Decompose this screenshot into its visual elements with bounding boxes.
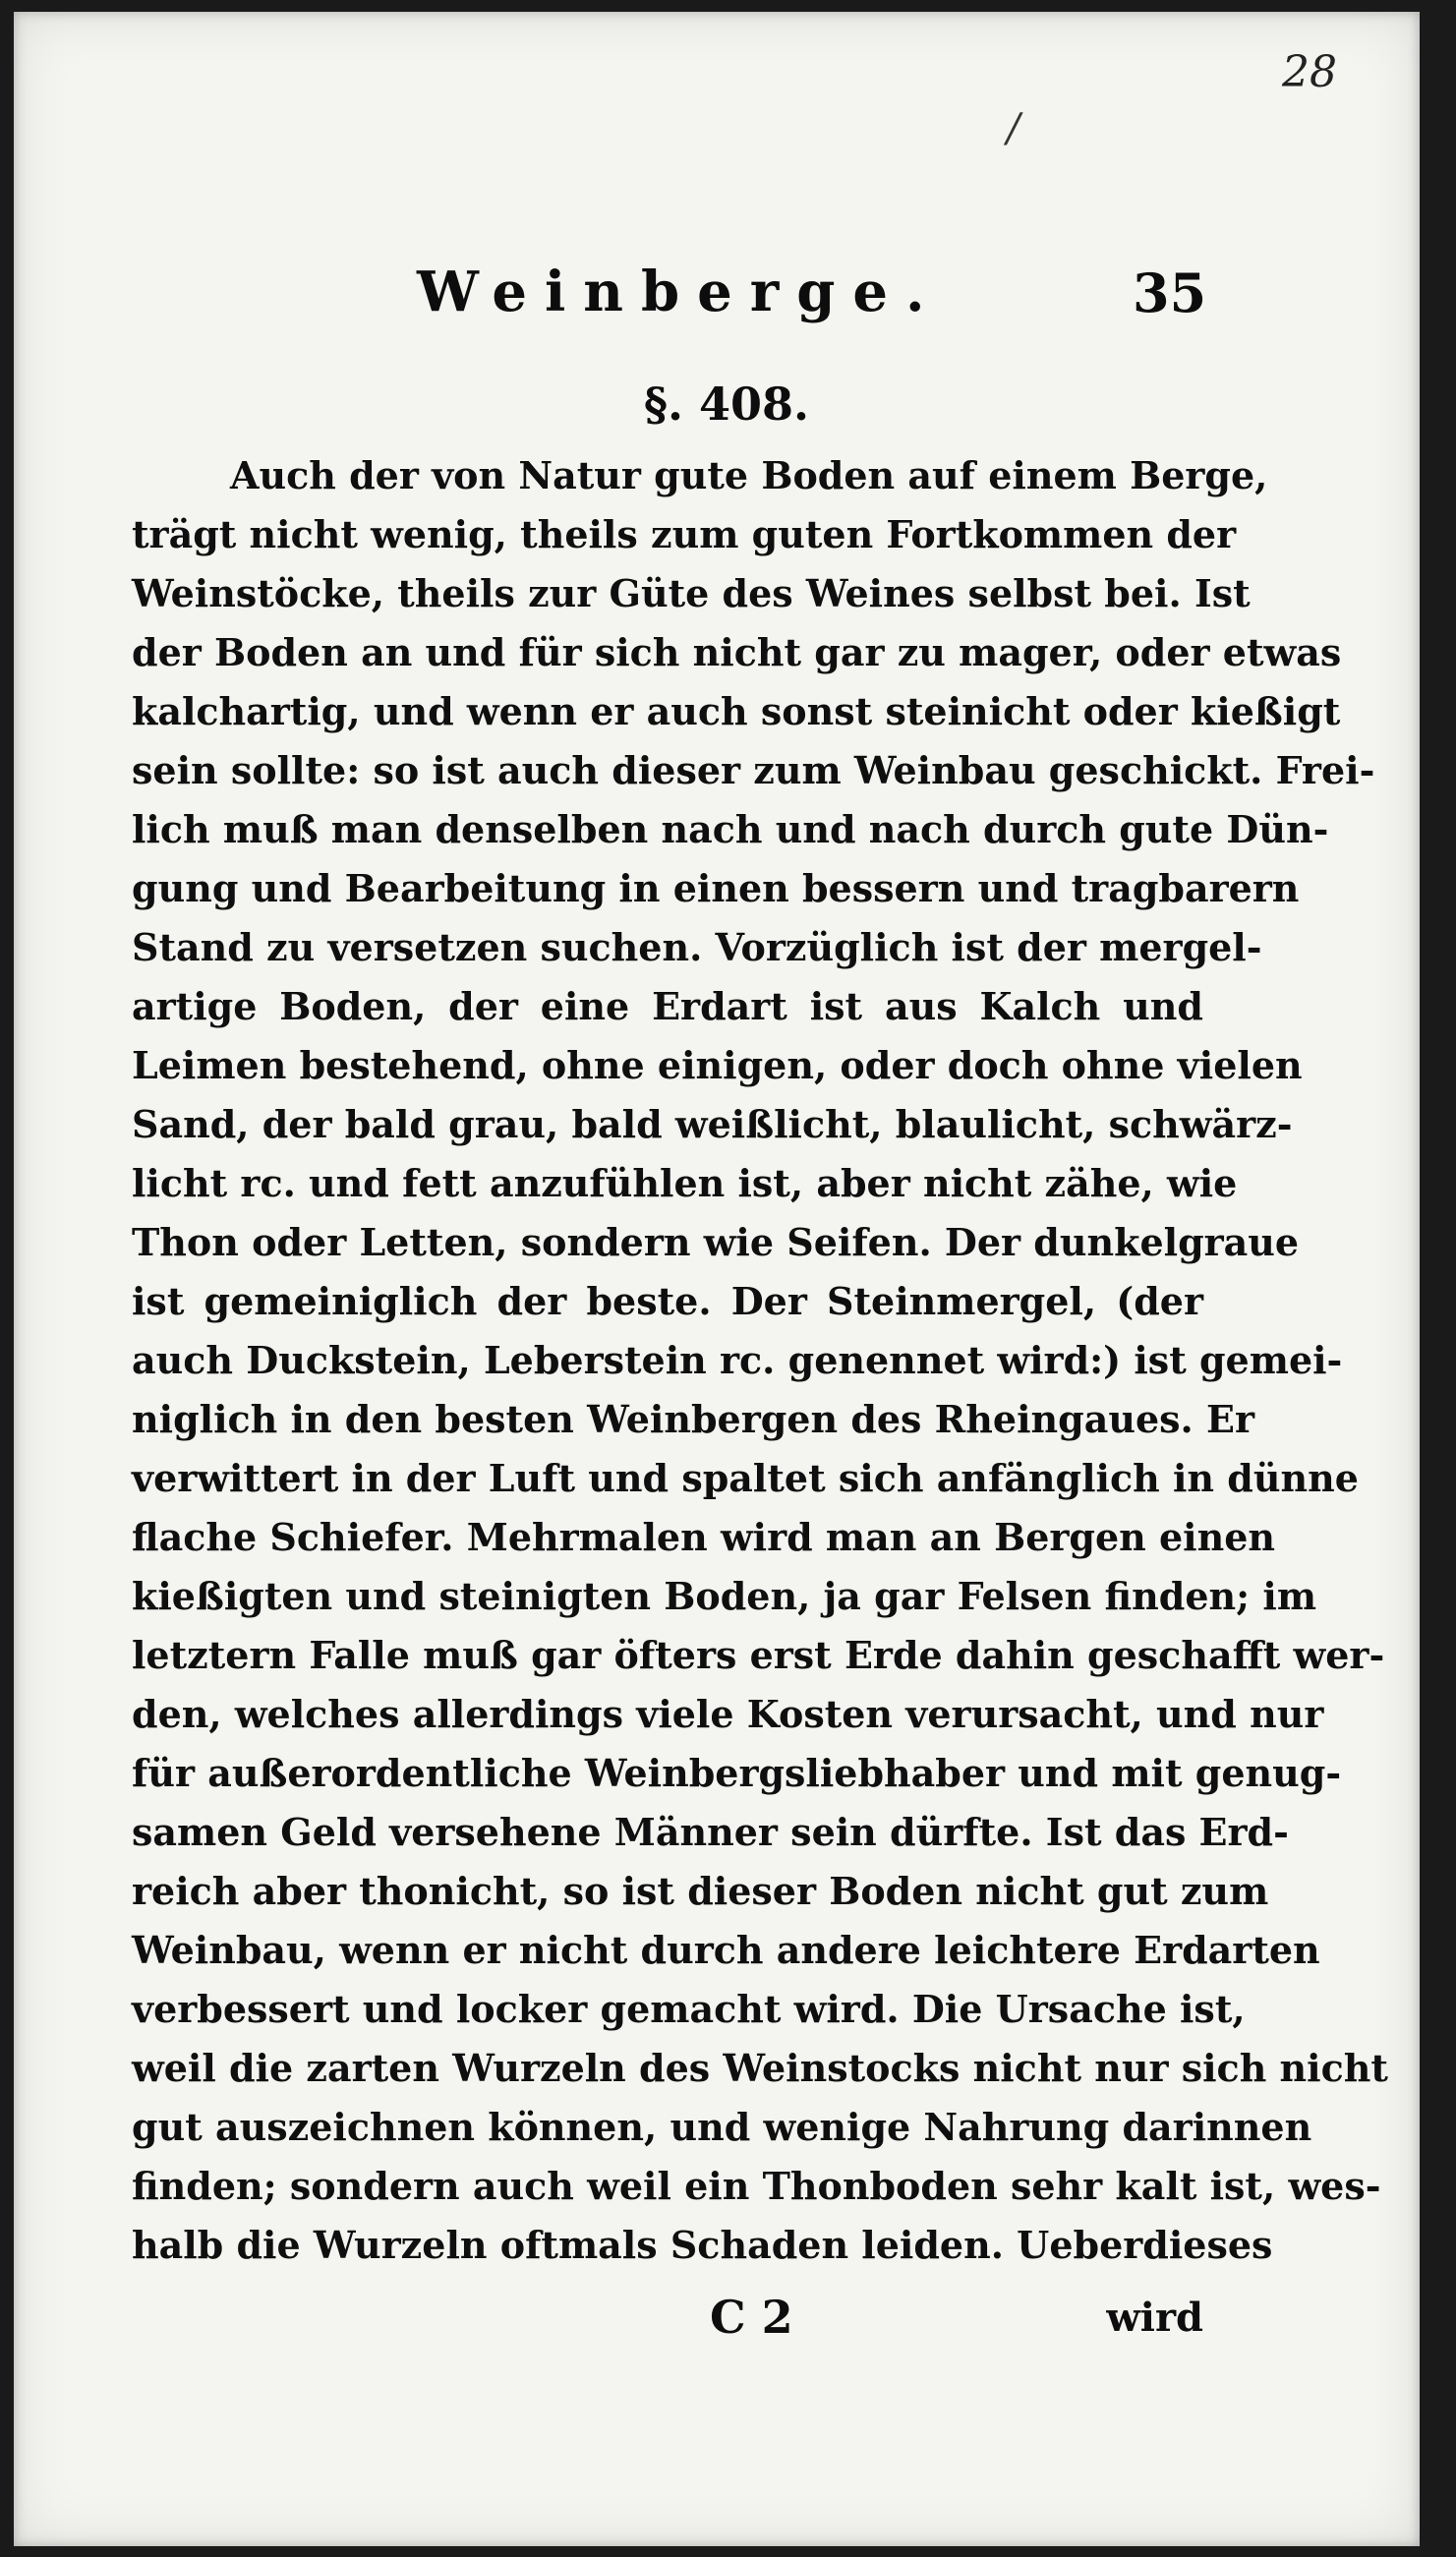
text-line: Leimen bestehend, ohne einigen, oder doch ohne vielen xyxy=(132,1043,1303,1087)
text-line: finden; sondern auch weil ein Thonboden sehr kalt ist, wes- xyxy=(132,2164,1381,2208)
text-line: für außerordentliche Weinbergsliebhaber und mit genug- xyxy=(132,1751,1342,1795)
text-line: weil die zarten Wurzeln des Weinstocks nicht nur sich nicht xyxy=(132,2046,1388,2090)
text-line: gung und Bearbeitung in einen bessern und tragbarern xyxy=(132,866,1300,910)
text-line: reich aber thonicht, so ist dieser Boden nicht gut zum xyxy=(132,1869,1269,1913)
text-line: Sand, der bald grau, bald weißlicht, blaulicht, schwärz- xyxy=(132,1102,1293,1146)
text-line: ist gemeiniglich der beste. Der Steinmergel, (der xyxy=(132,1279,1203,1323)
text-line: den, welches allerdings viele Kosten verursacht, und nur xyxy=(132,1692,1324,1736)
text-line: Auch der von Natur gute Boden auf einem Berge, xyxy=(230,453,1268,497)
running-title: Weinberge. xyxy=(417,260,943,324)
text-line: niglich in den besten Weinbergen des Rheingaues. Er xyxy=(132,1397,1254,1441)
text-line: verwittert in der Luft und spaltet sich anfänglich in dünne xyxy=(132,1456,1359,1500)
page-footer xyxy=(132,2291,1203,2350)
book-page xyxy=(14,12,1420,2546)
text-line: verbessert und locker gemacht wird. Die Ursache ist, xyxy=(132,1987,1246,2031)
section-heading: §. 408. xyxy=(643,378,810,431)
running-header xyxy=(132,260,1213,328)
text-line: Weinstöcke, theils zur Güte des Weines selbst bei. Ist xyxy=(132,571,1251,615)
text-line: artige Boden, der eine Erdart ist aus Kalch und xyxy=(132,984,1203,1028)
catchword: wird xyxy=(1106,2295,1203,2341)
page-number: 35 xyxy=(1133,262,1207,324)
text-line: Thon oder Letten, sondern wie Seifen. Der dunkelgraue xyxy=(132,1220,1300,1264)
body-text xyxy=(132,446,1388,2275)
text-line: kalchartig, und wenn er auch sonst steinicht oder kießigt xyxy=(132,689,1341,733)
text-line: Stand zu versetzen suchen. Vorzüglich ist der mergel- xyxy=(132,925,1262,969)
text-line: licht rc. und fett anzufühlen ist, aber nicht zähe, wie xyxy=(132,1161,1238,1205)
text-line: flache Schiefer. Mehrmalen wird man an Bergen einen xyxy=(132,1515,1276,1559)
signature-mark: C 2 xyxy=(710,2291,793,2344)
text-line: kießigten und steinigten Boden, ja gar Felsen finden; im xyxy=(132,1574,1317,1618)
text-line: halb die Wurzeln oftmals Schaden leiden. Ueberdieses xyxy=(132,2223,1273,2267)
text-line: trägt nicht wenig, theils zum guten Fortkommen der xyxy=(132,512,1237,556)
text-line: sein sollte: so ist auch dieser zum Weinbau geschickt. Frei- xyxy=(132,748,1375,792)
text-line: auch Duckstein, Leberstein rc. genennet wird:) ist gemei- xyxy=(132,1338,1343,1382)
text-line: Weinbau, wenn er nicht durch andere leichtere Erdarten xyxy=(132,1928,1320,1972)
text-line: der Boden an und für sich nicht gar zu mager, oder etwas xyxy=(132,630,1342,674)
text-line: letztern Falle muß gar öfters erst Erde dahin geschafft wer- xyxy=(132,1633,1385,1677)
text-line: samen Geld versehene Männer sein dürfte. Ist das Erd- xyxy=(132,1810,1289,1854)
text-line: gut auszeichnen können, und wenige Nahrung darinnen xyxy=(132,2105,1312,2149)
margin-mark: / xyxy=(1007,106,1020,151)
text-line: lich muß man denselben nach und nach durch gute Dün- xyxy=(132,807,1329,851)
handwritten-folio-number: 28 xyxy=(1282,47,1337,97)
